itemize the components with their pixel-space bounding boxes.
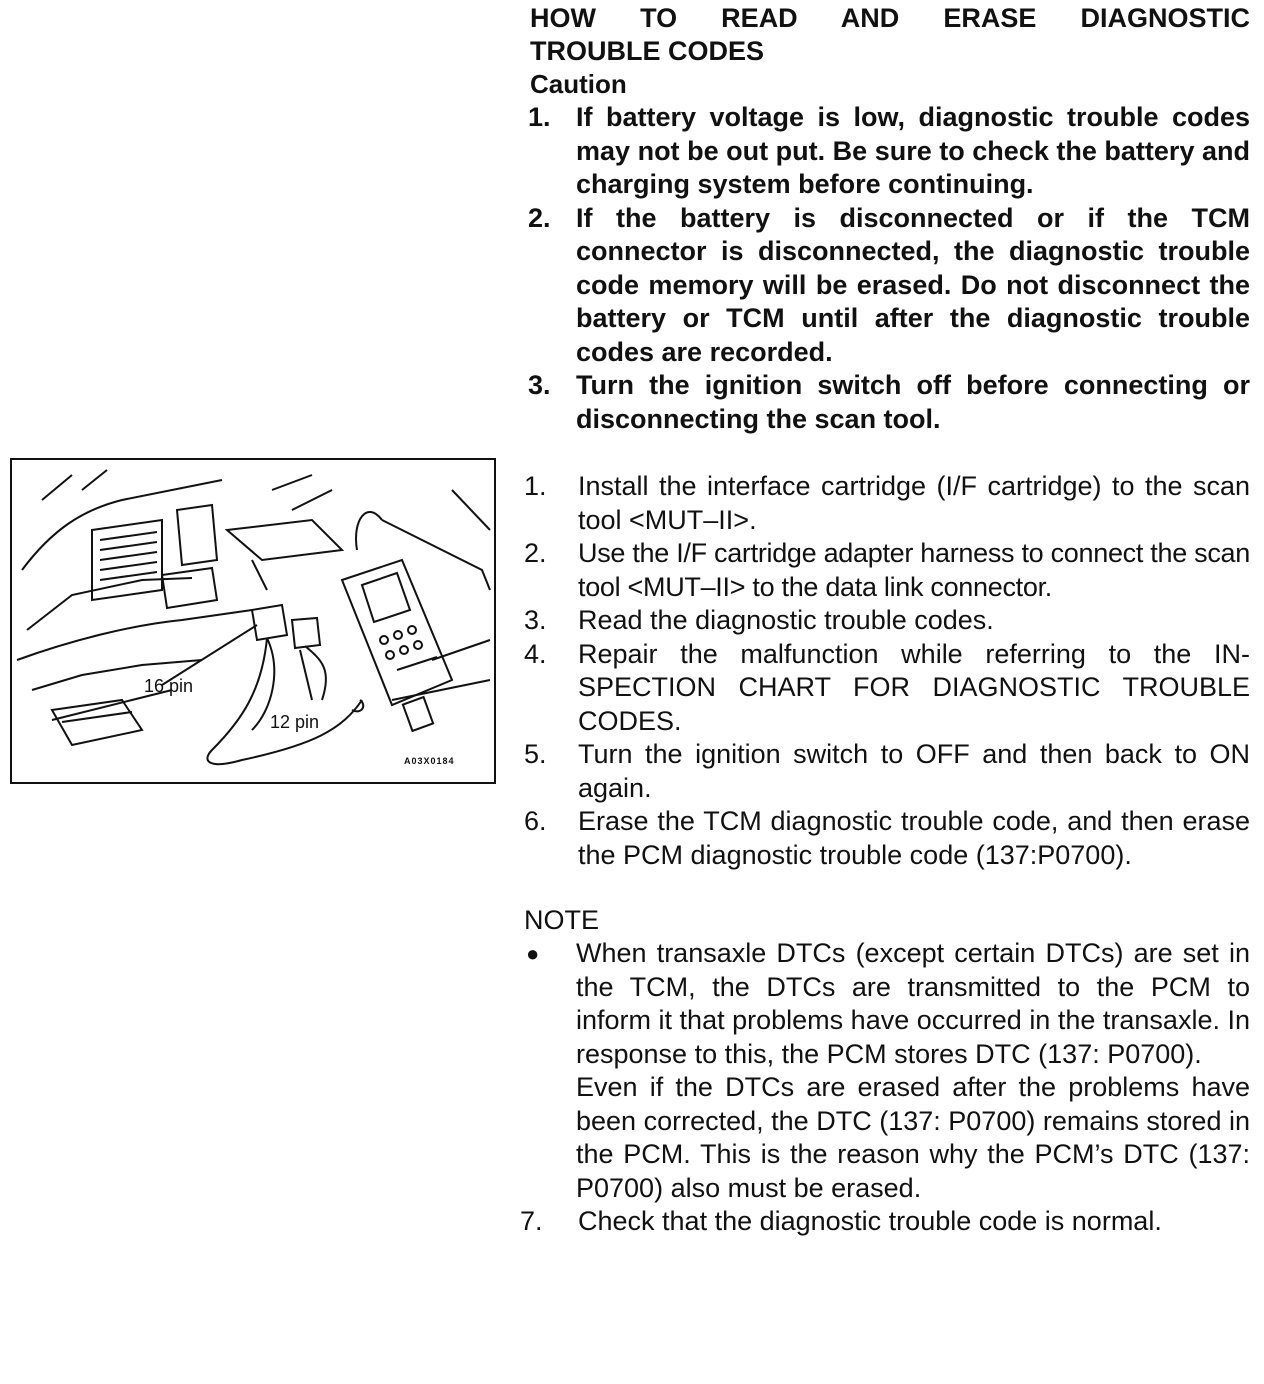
note-label: NOTE <box>524 905 600 935</box>
step-text: Install the interface cartridge (I/F cartridge) to the scan tool <MUT–II>. <box>578 471 1250 535</box>
scan-tool-drawing <box>12 460 498 786</box>
section-title-line2: TROUBLE CODES <box>530 36 765 66</box>
note-paragraph-1: When transaxle DTCs (except certain DTCs) are set in the TCM, the DTCs are transmitted to the PCM to inform it that problems have occurred in the transaxle. In response to this, the PCM stores DTC (137: P0700). <box>576 938 1250 1069</box>
step-item <box>520 638 1250 739</box>
caution-list <box>520 101 1250 436</box>
step-item <box>520 604 1250 638</box>
step-number: 1. <box>524 471 547 501</box>
caution-text: Turn the ignition switch off before connecting or disconnecting the scan tool. <box>576 370 1250 434</box>
caution-number: 3. <box>528 370 551 400</box>
note-paragraph-2: Even if the DTCs are erased after the problems have been corrected, the DTC (137: P0700) remains stored in the PCM. This is the reason why the PCM’s DTC (137: P0700) also must be erased. <box>576 1072 1250 1203</box>
label-16-pin: 16 pin <box>144 676 194 696</box>
illustration-scan-tool-connection <box>10 458 496 784</box>
step-number: 5. <box>524 739 547 769</box>
step-number: 6. <box>524 806 547 836</box>
step-number: 4. <box>524 638 547 669</box>
step-item <box>520 470 1250 537</box>
caution-label: Caution <box>530 69 627 99</box>
caution-number: 2. <box>528 202 551 233</box>
bullet-icon: ● <box>526 941 540 966</box>
note-item <box>520 937 1250 1205</box>
step-item <box>520 1205 1250 1239</box>
step-number: 3. <box>524 605 547 635</box>
step-text: Repair the malfunction while referring to the IN-SPECTION CHART FOR DIAGNOSTIC TROUBLE CODES. <box>578 638 1250 736</box>
text-column <box>520 0 1250 1239</box>
step-item <box>520 738 1250 805</box>
step-text: Use the I/F cartridge adapter harness to connect the scan tool <MUT–II> to the data link connector. <box>578 538 1250 602</box>
caution-text: If the battery is disconnected or if the TCM connector is disconnected, the diagnostic trouble code memory will be erased. Do not disconnect the battery or TCM until after the diagnostic trouble codes are recorded. <box>576 202 1250 367</box>
note-body <box>576 937 1250 1205</box>
step-item <box>520 537 1250 604</box>
caution-item <box>520 101 1250 202</box>
step-number: 2. <box>524 538 547 568</box>
section-title-line1: HOW TO READ AND ERASE DIAGNOSTIC <box>530 3 1250 33</box>
step-text: Read the diagnostic trouble codes. <box>578 605 994 635</box>
caution-item <box>520 202 1250 370</box>
procedure-steps <box>520 470 1250 872</box>
step-text: Turn the ignition switch to OFF and then back to ON again. <box>578 739 1250 803</box>
caution-number: 1. <box>528 102 551 132</box>
step-item <box>520 805 1250 872</box>
step-number: 7. <box>520 1206 543 1236</box>
final-step-list <box>520 1205 1250 1239</box>
figure-code: A03X0184 <box>404 756 455 766</box>
step-text: Erase the TCM diagnostic trouble code, and then erase the PCM diagnostic trouble code (137:P0700). <box>578 806 1250 870</box>
note-list <box>520 937 1250 1205</box>
label-12-pin: 12 pin <box>270 712 320 732</box>
caution-item <box>520 369 1250 436</box>
step-text: Check that the diagnostic trouble code is normal. <box>578 1206 1162 1236</box>
caution-text: If battery voltage is low, diagnostic trouble codes may not be out put. Be sure to check the battery and charging system before continuing. <box>576 102 1250 199</box>
